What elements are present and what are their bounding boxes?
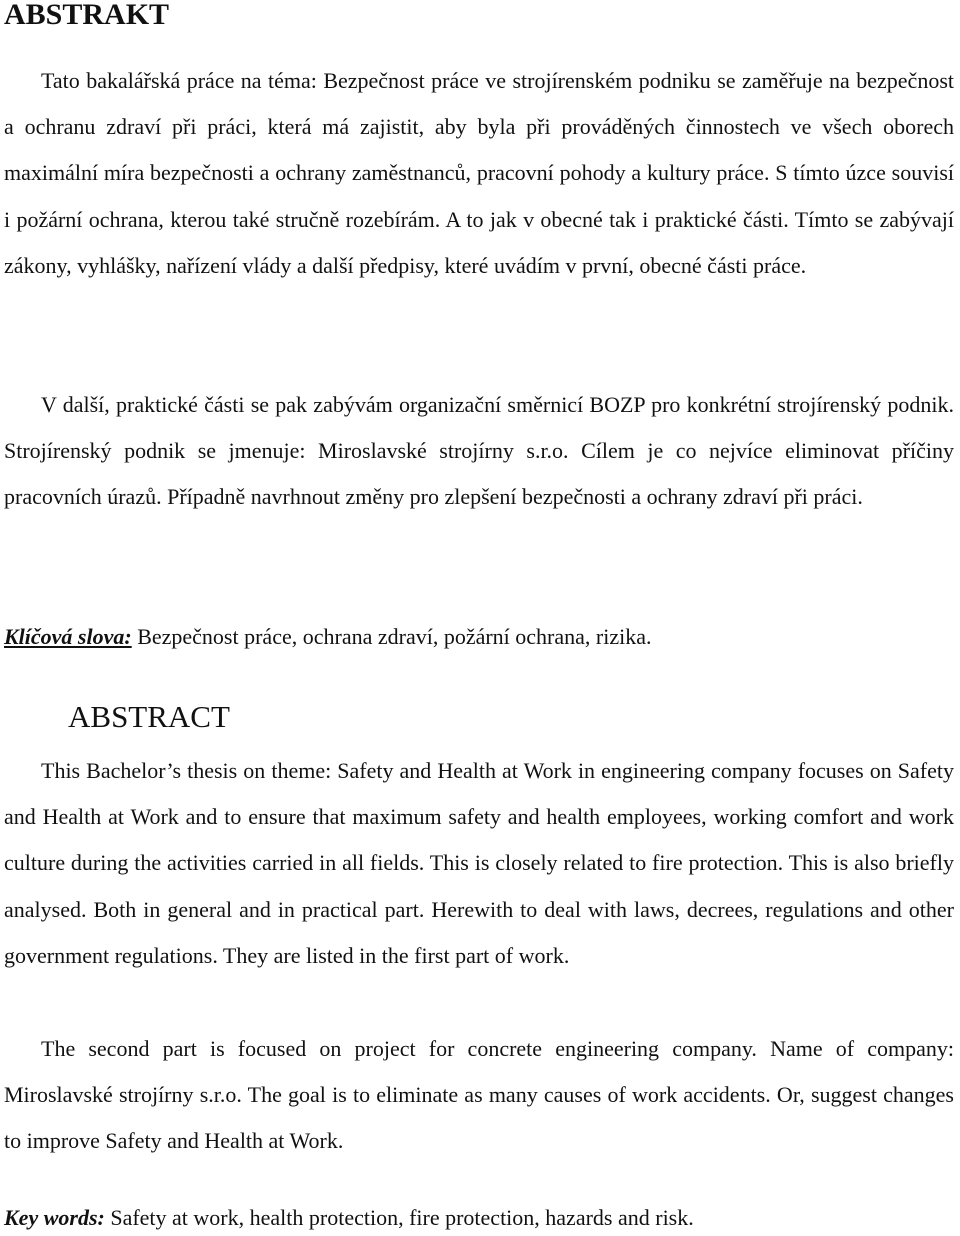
abstract-heading: ABSTRACT (68, 699, 230, 734)
key-words-line (4, 1203, 954, 1233)
klicova-slova-label: Klíčová slova: (4, 624, 132, 649)
abstract-paragraph-2 (4, 1026, 954, 1165)
klicova-slova-text: Bezpečnost práce, ochrana zdraví, požární ochrana, rizika. (131, 624, 652, 649)
abstrakt-heading: ABSTRAKT (4, 0, 170, 31)
abstrakt-paragraph-2 (4, 382, 954, 521)
abstrakt-paragraph-2-text: V další, praktické části se pak zabývám organizační směrnicí BOZP pro konkrétní strojírenský podnik. Strojírenský podnik se jmenuje: Miroslavské strojírny s.r.o. Cílem je co nejvíce eliminovat příčiny pracovních úrazů. Případně navrhnout změny pro zlepšení bezpečnosti a ochrany zdraví při práci. (4, 392, 954, 510)
key-words-text: Safety at work, health protection, fire protection, hazards and risk. (104, 1205, 694, 1230)
abstract-paragraph-1 (4, 748, 954, 979)
abstract-paragraph-1-text: This Bachelor’s thesis on theme: Safety and Health at Work in engineering company focuses on Safety and Health at Work and to ensure that maximum safety and health employees, working comfort and work culture during the activities carried in all fields. This is closely related to fire protection. This is also briefly analysed. Both in general and in practical part. Herewith to deal with laws, decrees, regulations and other government regulations. They are listed in the first part of work. (4, 758, 954, 968)
abstrakt-paragraph-1 (4, 58, 954, 289)
abstract-paragraph-2-text: The second part is focused on project for concrete engineering company. Name of company: Miroslavské strojírny s.r.o. The goal is to eliminate as many causes of work accidents. Or, suggest changes to improve Safety and Health at Work. (4, 1036, 954, 1154)
klicova-slova-line (4, 622, 954, 652)
abstrakt-paragraph-1-text: Tato bakalářská práce na téma: Bezpečnost práce ve strojírenském podniku se zaměřuje na bezpečnost a ochranu zdraví při práci, která má zajistit, aby byla při prováděných činnostech ve všech oborech maximální míra bezpečnosti a ochrany zaměstnanců, pracovní pohody a kultury práce. S tímto úzce souvisí i požární ochrana, kterou také stručně rozebírám. A to jak v obecné tak i praktické části. Tímto se zabývají zákony, vyhlášky, nařízení vlády a další předpisy, které uvádím v první, obecné části práce. (4, 68, 954, 278)
key-words-label: Key words: (4, 1205, 105, 1230)
